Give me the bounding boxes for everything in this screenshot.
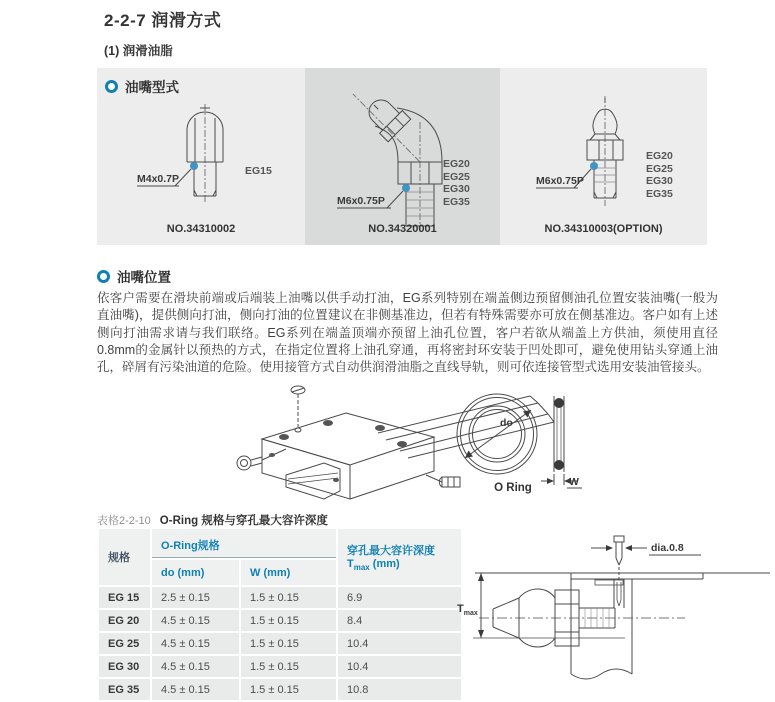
thread-label: M4x0.7P [137, 173, 180, 185]
oring-spec-table [97, 527, 463, 702]
cell-w: 1.5 ± 0.15 [241, 656, 336, 677]
model-item: EG35 [646, 187, 673, 200]
straight-nipple-small-drawing [97, 80, 305, 230]
cell-spec: EG 15 [99, 587, 150, 608]
part-number: NO.34310002 [166, 223, 236, 235]
model-item: EG30 [646, 175, 673, 187]
col-header-depth [338, 529, 461, 585]
oring-caption: O Ring [494, 482, 532, 494]
col-header-do: do (mm) [152, 560, 239, 585]
tmax-label: $T_{max}$ [457, 603, 478, 617]
nipple-type-section [97, 68, 707, 245]
nipple-panel-angled [305, 68, 500, 245]
oring-drawing [443, 392, 583, 492]
table-caption [97, 512, 328, 528]
cell-do: 4.5 ± 0.15 [152, 633, 239, 654]
model-list [443, 158, 470, 208]
cell-do: 4.5 ± 0.15 [152, 656, 239, 677]
piercing-depth-drawing [455, 528, 775, 702]
cell-tmax: 10.4 [338, 633, 461, 654]
col-header-w: W (mm) [241, 560, 336, 585]
depth-header-unit: (mm) [369, 557, 400, 570]
straight-nipple-drawing [500, 76, 707, 236]
table-row [99, 610, 461, 631]
model-item: EG25 [646, 162, 673, 175]
col-group-oring: O-Ring规格 [152, 529, 336, 558]
section-heading-nipple-position [97, 266, 171, 286]
table-title: O-Ring 规格与穿孔最大容许深度 [159, 515, 328, 527]
angled-nipple-drawing [305, 76, 500, 236]
cell-spec: EG 25 [99, 633, 150, 654]
cell-w: 1.5 ± 0.15 [241, 633, 336, 654]
oil-hole-dot [190, 162, 198, 170]
model-list [646, 150, 673, 200]
model-item: EG15 [245, 165, 272, 177]
model-item: EG20 [443, 158, 470, 170]
page-subtitle: (1) 润滑油脂 [104, 44, 173, 58]
model-list [245, 165, 272, 178]
table-tag: 表格2-2-10 [97, 515, 151, 527]
nipple-panel-eg15 [97, 68, 305, 245]
cell-w: 1.5 ± 0.15 [241, 610, 336, 631]
section-heading-label: 油嘴位置 [117, 270, 171, 285]
do-dimension-label: do [500, 417, 513, 429]
body-paragraph: 依客户需要在滑块前端或后端装上油嘴以供手动打油，EG系列特别在端盖侧边预留侧油孔位置安装油嘴(一般为直油嘴)，提供侧向打油，侧向打油的位置建议在非侧基准边，但若有特殊需要亦可放在侧基准边。客户如有上述侧向打油需求请与我们联络。EG系列在端盖顶端亦预留上油孔位置，客户若欲从端盖上方供油，须使用直径0.8mm的金属针以预热的方式，在指定位置将上油孔穿通，再将密封环安装于凹处即可，避免使用钻头穿通上油孔，碎屑有污染油道的危险。使用接管方式自动供润滑油脂之直线导轨，则可依连接管型式选用安装油管接头。 [97, 291, 718, 375]
part-number: NO.34320001 [368, 223, 437, 235]
cell-spec: EG 30 [99, 656, 150, 677]
bolt-holes [269, 420, 407, 482]
oil-hole-dot [402, 184, 410, 192]
cell-tmax: 8.4 [338, 610, 461, 631]
nipple-panel-straight-option [500, 68, 707, 245]
cell-do: 4.5 ± 0.15 [152, 679, 239, 700]
thread-label: M6x0.75P [337, 195, 385, 207]
cell-spec: EG 35 [99, 679, 150, 700]
depth-header-sub: max [353, 563, 370, 573]
model-item: EG25 [443, 170, 470, 183]
table-row [99, 679, 461, 700]
table-row [99, 656, 461, 677]
depth-header-t: T [347, 557, 354, 570]
col-header-spec: 规格 [99, 529, 150, 585]
depth-header-line1: 穿孔最大容许深度 [347, 544, 435, 557]
cell-tmax: 6.9 [338, 587, 461, 608]
cell-tmax: 10.8 [338, 679, 461, 700]
model-item: EG30 [443, 183, 470, 195]
table-row [99, 633, 461, 654]
dia-label: dia.0.8 [651, 542, 684, 554]
thread-label: M6x0.75P [536, 175, 584, 187]
model-item: EG20 [646, 150, 673, 162]
model-item: EG35 [443, 195, 470, 208]
w-dimension-label: W [569, 476, 579, 488]
oil-hole-dot [590, 162, 598, 170]
part-number: NO.34310003(OPTION) [544, 223, 663, 235]
cell-spec: EG 20 [99, 610, 150, 631]
cell-do: 2.5 ± 0.15 [152, 587, 239, 608]
cell-do: 4.5 ± 0.15 [152, 610, 239, 631]
cell-tmax: 10.4 [338, 656, 461, 677]
page-title: 2-2-7 润滑方式 [104, 11, 222, 30]
table-row [99, 587, 461, 608]
cell-w: 1.5 ± 0.15 [241, 587, 336, 608]
section-bullet-icon [97, 270, 110, 283]
section-heading-label: 油嘴型式 [125, 80, 179, 95]
cell-w: 1.5 ± 0.15 [241, 679, 336, 700]
